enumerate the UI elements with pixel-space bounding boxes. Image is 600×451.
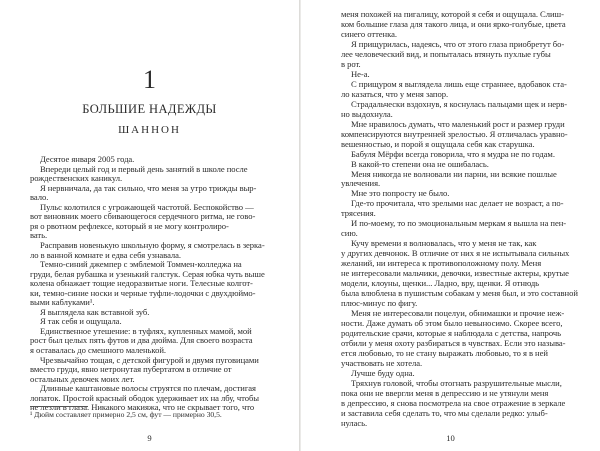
text-line: ности. Даже думать об этом было невыносимо. Скорее всего, xyxy=(341,318,563,329)
text-line: Мне это попросту не было. xyxy=(351,188,450,199)
text-line: Бабуля Мёрфи всегда говорила, что я мудра не по годам. xyxy=(351,148,555,159)
text-line: И по-моему, то по эмоциональным меркам я вышла на пен- xyxy=(351,218,567,229)
text-line: я оставалась до смешного маленькой. xyxy=(30,345,166,355)
text-line: ло казаться, что у меня запор. xyxy=(341,88,449,99)
text-line: Лучше буду одна. xyxy=(351,367,415,378)
text-line: нулась. xyxy=(341,417,368,428)
text-line: вать. xyxy=(30,230,48,241)
text-line: ется любовью, то не стану выражать любовью, то я в ней xyxy=(341,347,548,358)
text-line: лопаток. Простой красный ободок удерживает их на лбу, чтобы xyxy=(30,392,260,403)
text-line: груди, белая рубашка и узенький галстук. Серая юбка чуть выше xyxy=(30,268,265,279)
right-page xyxy=(301,0,600,451)
text-line: была влюблена в пушистым собакам у меня был, и это составной xyxy=(341,288,578,299)
chapter-title: БОЛЬШИЕ НАДЕЖДЫ xyxy=(82,102,217,116)
text-line: в рот. xyxy=(341,58,361,69)
text-line: Мне нравилось думать, что маленький рост и размер груди xyxy=(351,118,565,129)
text-line: синего оттенка. xyxy=(341,28,397,39)
chapter-narrator: ШАННОН xyxy=(118,124,181,136)
text-line: ки, темно-синие носки и черные туфли-лодочки с двухдюймо- xyxy=(30,287,256,298)
text-line: Чрезвычайно тощая, с детской фигурой и двумя пуговицами xyxy=(40,354,259,365)
text-line: родительские срачи, которые я наблюдала с детства, напрочь xyxy=(341,328,562,339)
text-line: Где-то прочитала, что зрелыми нас делает не возраст, а по- xyxy=(351,198,564,209)
text-line: не интересовали мальчики, девочки, известные актеры, крутые xyxy=(341,268,569,279)
text-line: Я прищурилась, надеясь, что от этого глаза приобретут бо- xyxy=(351,38,565,49)
text-line: Впереди целый год и первый день занятий в школе после xyxy=(40,163,248,174)
text-line: Пульс колотился с угрожающей частотой. Беспокойство — xyxy=(40,201,254,212)
text-line: С прищуром я выглядела лишь еще страннее, вдобавок ста- xyxy=(351,78,567,89)
text-line: отбили у меня охоту разбираться в чувствах. Если это называ- xyxy=(341,338,566,348)
text-line: Длинные каштановые волосы струятся по плечам, достигая xyxy=(40,383,256,394)
text-line: вало. xyxy=(30,192,49,203)
text-line: меня похожей на пигалицу, которой я себя и ощущала. Слиш- xyxy=(341,9,564,19)
text-line: и заставила себя сделать то, что мы сделали редко: улыб- xyxy=(341,407,548,418)
text-line: сию. xyxy=(341,228,358,239)
text-line: рост был целых пять футов и два дюйма. Для своего возраста xyxy=(30,335,253,346)
text-line: Меня не интересовали поцелуи, обнимашки и прочие неж- xyxy=(351,308,565,319)
text-line: пока они не ввергли меня в депрессию и не утянули меня xyxy=(341,387,549,398)
left-page xyxy=(0,0,299,451)
text-line: ком большие глаза для такого лица, и они ярко-голубые, цвета xyxy=(341,18,566,29)
text-line: вместо груди, явно нетронутая пубертатом в отличие от xyxy=(30,364,232,375)
text-line: ря о рвотном рефлексе, который я не могу контролиро- xyxy=(30,220,229,231)
text-line: вот виновник моего сбивающегося сердечного ритма, не гово- xyxy=(30,211,256,222)
text-line: Темно-синий джемпер с эмблемой Томмен-колледжа на xyxy=(40,259,242,270)
text-line: компенсируются внутренней зрелостью. Я отличалась уравно- xyxy=(341,128,568,139)
text-line: остальных девочек моих лет. xyxy=(30,373,135,384)
text-line: Не-а. xyxy=(351,68,370,79)
text-line: Я нервничала, да так сильно, что меня за утро трижды выр- xyxy=(40,182,257,193)
page-number-left: 9 xyxy=(147,433,152,443)
text-line: выми каблуками¹. xyxy=(30,297,95,308)
text-line: Меня никогда не волновали ни парни, ни всякие пошлые xyxy=(351,168,557,179)
text-line: у других девчонок. В отличие от них я не испытывала сильных xyxy=(341,248,570,259)
text-line: плюс-минус по фигу. xyxy=(341,298,418,309)
text-line: Кучу времени я волновалась, что у меня не так, как xyxy=(351,238,537,249)
text-line: Расправив новенькую школьную форму, я смотрелась в зерка- xyxy=(40,239,265,250)
text-line: рождественских каникул. xyxy=(30,173,123,184)
text-line: Страдальчески вздохнув, я коснулась пальцами щек и нерв- xyxy=(351,98,568,109)
text-line: ло в ванной комнате и едва себя узнавала. xyxy=(30,249,182,260)
text-line: колена обнажает тощие недоразвитые ноги. Телесные колгот- xyxy=(30,278,253,289)
footnote-rule xyxy=(30,406,88,407)
text-line: в депрессию, я снова посмотрела на свое отражение в зеркале xyxy=(341,397,566,408)
text-line: Единственное утешение: в туфлях, купленных мамой, мой xyxy=(40,325,252,336)
text-line: желаний, ни интереса к противоположному полу. Меня xyxy=(341,258,542,269)
text-line: Десятое января 2005 года. xyxy=(40,154,135,164)
page-number-right: 10 xyxy=(446,433,455,443)
text-line: участвовать не хотела. xyxy=(341,357,423,368)
text-line: вешенностью, и порой я ощущала себя как старушка. xyxy=(341,138,535,149)
chapter-number: 1 xyxy=(143,65,156,94)
footnote: ¹ Дюйм составляет примерно 2,5 см, фут — примерно 30,5. xyxy=(30,410,222,419)
text-line: Я так себя и ощущала. xyxy=(40,316,122,327)
text-line: Я выглядела как вставной зуб. xyxy=(40,306,150,317)
text-line: увлечения. xyxy=(341,178,381,189)
text-line: трясения. xyxy=(341,208,376,219)
text-line: не лезли в глаза. Никакого макияжа, что не скрывает того, что xyxy=(30,402,255,413)
text-line: но выдохнула. xyxy=(341,108,393,119)
text-line: модели, клоуны, щенки... Ладно, вру, щенки. Я отнюдь xyxy=(341,278,540,289)
text-line: Тряхнув головой, чтобы отогнать разрушительные мысли, xyxy=(351,377,562,388)
text-line: В какой-то степени она не ошибалась. xyxy=(351,158,489,169)
text-line: лее человеческий вид, и попыталась втянуть пухлые губы xyxy=(341,48,551,59)
